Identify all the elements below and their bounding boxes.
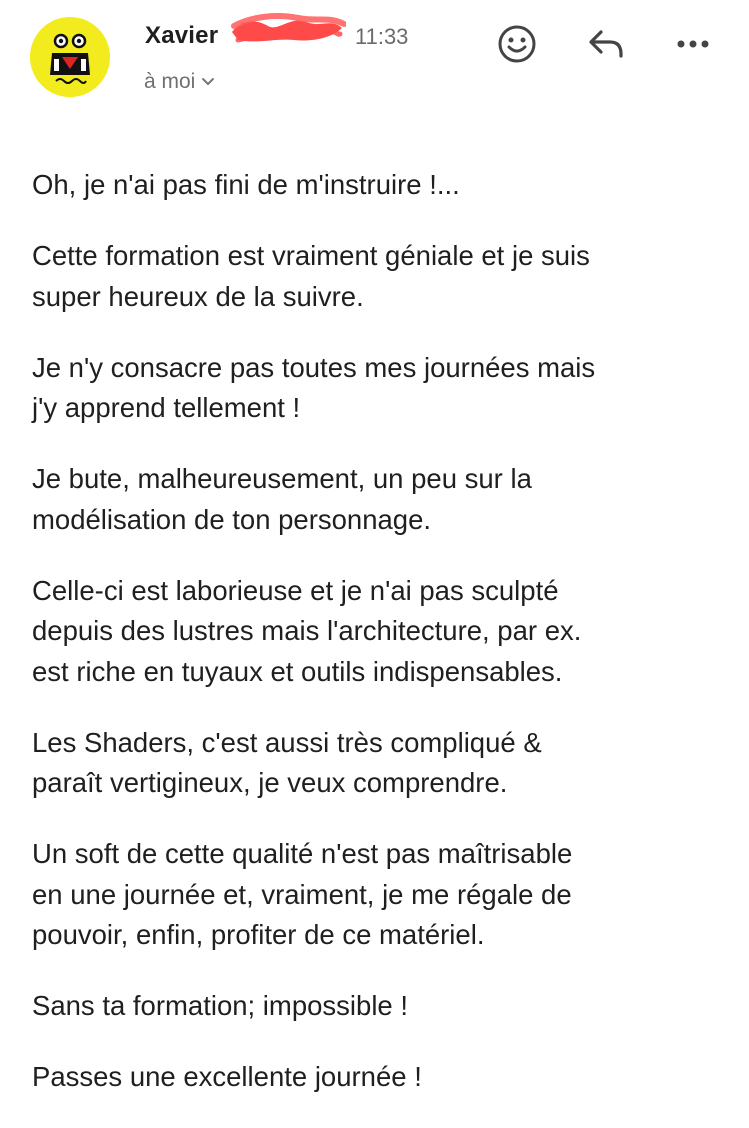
body-paragraph: Les Shaders, c'est aussi très compliqué & paraît vertigineux, je veux comprendre. [32, 726, 542, 798]
body-paragraph: Je n'y consacre pas toutes mes journées mais j'y apprend tellement ! [32, 351, 596, 423]
body-paragraph: Celle-ci est laborieuse et je n'ai pas sculpté depuis des lustres mais l'architecture, par ex. est riche en tuyaux et outils indispensables. [32, 574, 582, 687]
email-header [0, 0, 749, 120]
recipient-label: à moi [144, 70, 196, 93]
more-options-button[interactable] [671, 22, 715, 66]
reply-icon [586, 24, 626, 64]
email-body [32, 165, 732, 1128]
emoji-icon [497, 24, 537, 64]
body-paragraph: Oh, je n'ai pas fini de m'instruire !... [32, 169, 460, 200]
more-icon [673, 24, 713, 64]
body-paragraph: Sans ta formation; impossible ! [32, 990, 409, 1021]
body-paragraph: Un soft de cette qualité n'est pas maîtrisable en une journée et, vraiment, je me régale de pouvoir, enfin, profiter de ce matériel. [32, 838, 573, 950]
avatar-logo [30, 17, 110, 97]
sender-name[interactable]: Xavier [145, 22, 219, 49]
emoji-reaction-button[interactable] [495, 22, 539, 66]
recipient-dropdown[interactable] [144, 70, 215, 94]
email-time: 11:33 [355, 24, 409, 49]
chevron-down-icon [201, 77, 215, 87]
reply-button[interactable] [584, 22, 628, 66]
body-paragraph: Passes une excellente journée ! [32, 1061, 422, 1092]
body-paragraph: Je bute, malheureusement, un peu sur la modélisation de ton personnage. [32, 463, 532, 535]
body-paragraph: Cette formation est vraiment géniale et je suis super heureux de la suivre. [32, 240, 590, 312]
sender-avatar[interactable] [30, 17, 110, 97]
redaction-scribble [228, 12, 346, 46]
